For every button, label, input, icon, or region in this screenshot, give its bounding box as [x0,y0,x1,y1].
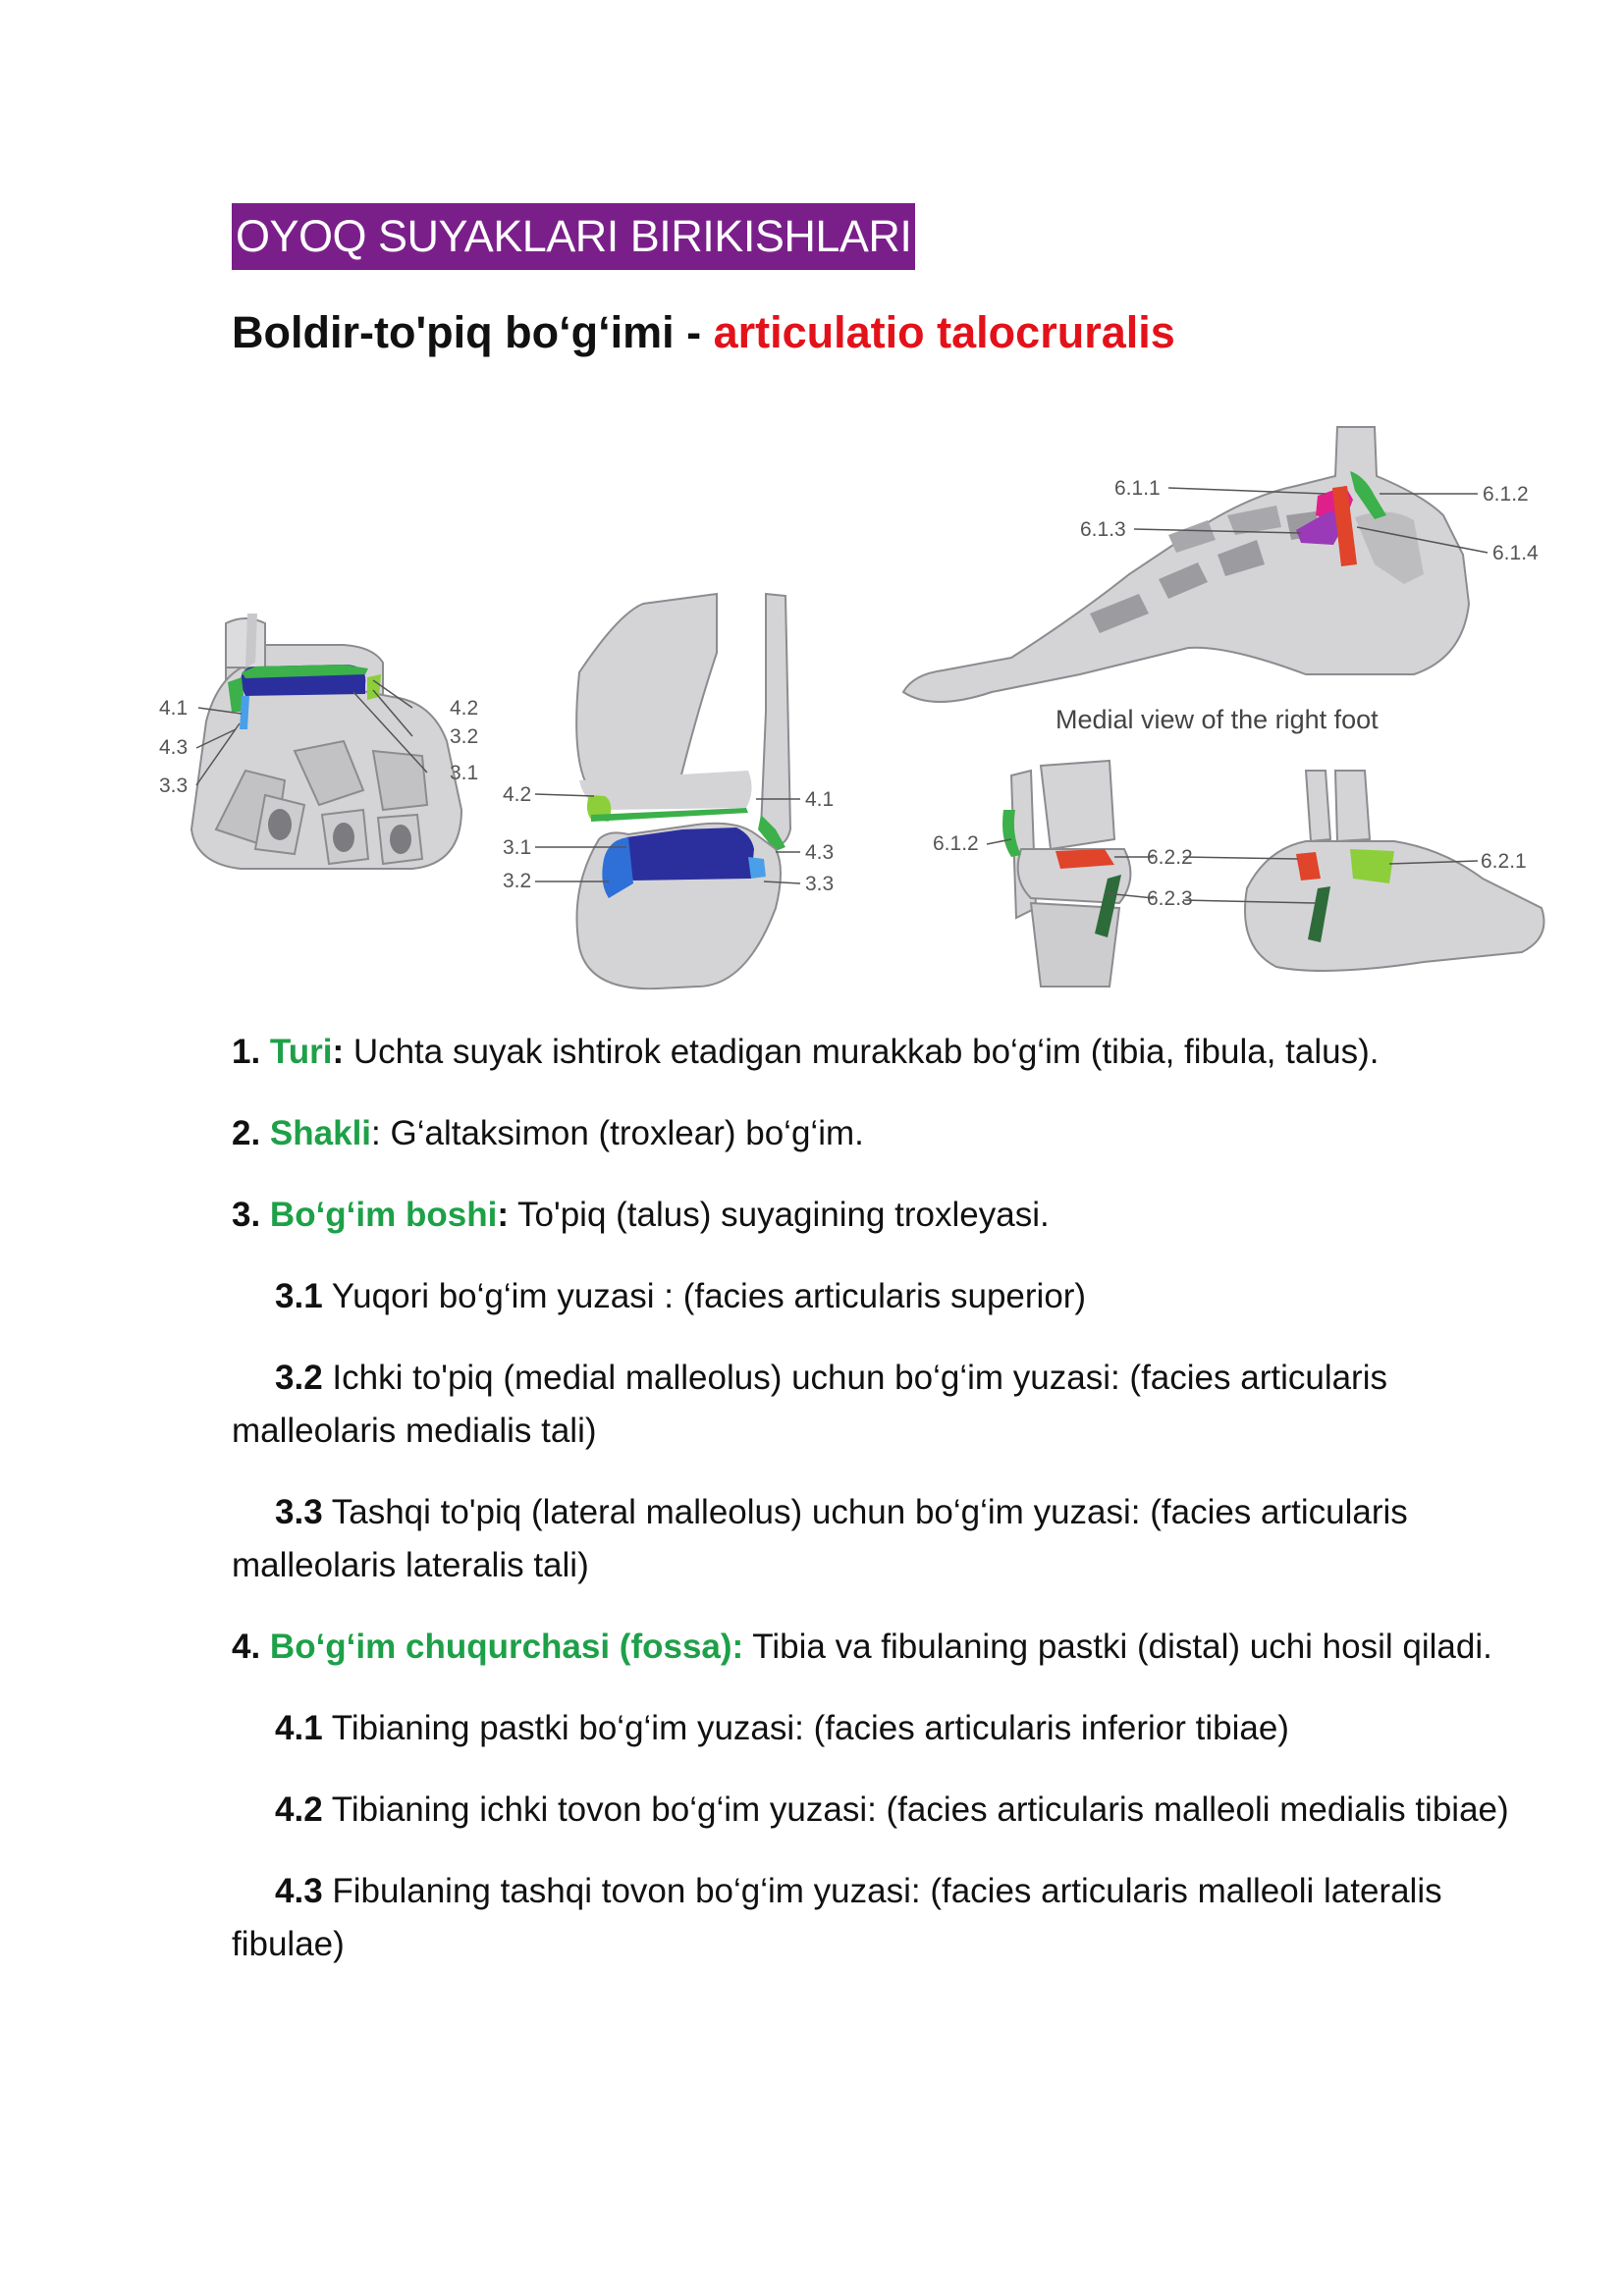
sub-item-3-1 [232,1270,1528,1323]
label-4-3: 4.3 [159,736,189,759]
sub-item-3-3 [232,1486,1528,1592]
label-4-2: 4.2 [503,783,532,806]
item-number: 2. [232,1114,270,1152]
sub-text: Fibulaning tashqi tovon bo‘g‘im yuzasi: (facies articularis malleoli lateralis fibulae) [232,1872,1442,1963]
item-text: Uchta suyak ishtirok etadigan murakkab bo‘g‘im (tibia, fibula, talus). [344,1033,1380,1071]
sub-item-4-3 [232,1865,1528,1971]
label-4-1: 4.1 [805,788,835,811]
item-number: 4. [232,1628,270,1666]
sub-item-3-2 [232,1352,1528,1458]
sub-text: Tashqi to'piq (lateral malleolus) uchun bo‘g‘im yuzasi: (facies articularis malleolaris lateralis tali) [232,1493,1408,1584]
item-number: 1. [232,1033,270,1071]
sub-number: 4.1 [275,1709,323,1747]
item-colon: : [497,1196,509,1234]
label-6-1-1: 6.1.1 [1114,477,1161,500]
panel-ligament-views [933,761,1544,987]
panel-medial-view [903,427,1539,734]
sub-number: 4.2 [275,1790,323,1829]
label-6-1-3: 6.1.3 [1080,518,1126,541]
label-3-3: 3.3 [805,873,835,895]
sub-number: 3.3 [275,1493,323,1531]
panel-posterior-view [159,614,478,869]
label-3-2: 3.2 [503,870,532,892]
item-term: Bo‘g‘im boshi [269,1196,498,1234]
item-term: Bo‘g‘im chuqurchasi (fossa): [269,1628,744,1666]
item-text: Tibia va fibulaning pastki (distal) uchi hosil qiladi. [743,1628,1492,1666]
heading-uzbek: Boldir-to'piq bo‘g‘imi - [232,307,714,357]
item-text: G‘altaksimon (troxlear) bo‘g‘im. [380,1114,864,1152]
label-6-2-2: 6.2.2 [1147,846,1193,869]
list-item-type [232,1026,1528,1079]
label-4-1: 4.1 [159,697,189,720]
item-colon: : [371,1114,381,1152]
label-3-1: 3.1 [450,762,479,784]
figure-caption: Medial view of the right foot [1056,705,1379,734]
label-3-1: 3.1 [503,836,532,859]
heading-latin: articulatio talocruralis [713,307,1175,357]
item-term: Shakli [269,1114,372,1152]
sub-text: Tibianing ichki tovon bo‘g‘im yuzasi: (facies articularis malleoli medialis tibiae) [322,1790,1509,1829]
label-3-3: 3.3 [159,774,189,797]
section-heading [232,307,1175,358]
label-4-2: 4.2 [450,697,479,720]
sub-text: Yuqori bo‘g‘im yuzasi : (facies articularis superior) [322,1277,1087,1315]
sub-number: 3.1 [275,1277,323,1315]
sub-text: Ichki to'piq (medial malleolus) uchun bo‘g‘im yuzasi: (facies articularis malleolaris medialis tali) [232,1359,1387,1450]
item-number: 3. [232,1196,270,1234]
list-item-shape [232,1107,1528,1160]
sub-number: 3.2 [275,1359,323,1397]
label-3-2: 3.2 [450,725,479,748]
sub-number: 4.3 [275,1872,323,1910]
sub-item-4-1 [232,1702,1528,1755]
panel-anterior-view [503,594,834,988]
list-item-joint-fossa [232,1621,1528,1674]
label-6-2-1: 6.2.1 [1481,850,1527,873]
label-6-2-3: 6.2.3 [1147,887,1193,910]
item-term: Turi [269,1033,333,1071]
label-6-1-2: 6.1.2 [1483,483,1529,506]
page-title: OYOQ SUYAKLARI BIRIKISHLARI [232,203,915,270]
item-text: To'piq (talus) suyagining troxleyasi. [508,1196,1050,1234]
sub-text: Tibianing pastki bo‘g‘im yuzasi: (facies articularis inferior tibiae) [322,1709,1289,1747]
list-item-joint-head [232,1189,1528,1242]
label-4-3: 4.3 [805,841,835,864]
sub-item-4-2 [232,1784,1528,1837]
anatomy-figure [147,417,1561,1006]
item-colon: : [332,1033,345,1071]
label-6-1-4: 6.1.4 [1492,542,1539,564]
ankle-illustration [147,417,1561,1006]
label-6-1-2: 6.1.2 [933,832,979,855]
definition-list [232,1026,1528,2000]
